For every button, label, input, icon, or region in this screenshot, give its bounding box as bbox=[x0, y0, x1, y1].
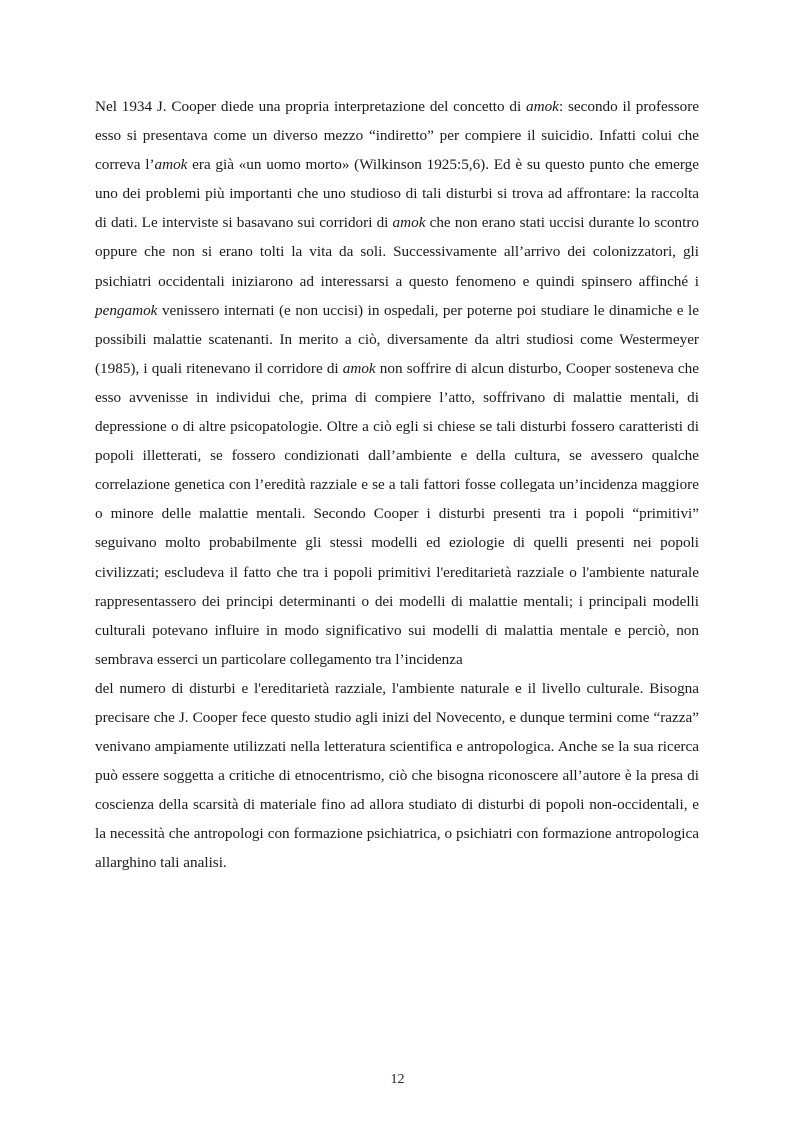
paragraph-text-segment: venissero internati (e non uccisi) in ospedali, per poterne poi studiare le dinamiche e le possibili malattie scatenanti. In merito a ciò, diversamente da altri studiosi come Westermeyer (1985), i quali ritenevano il corridore di bbox=[95, 301, 699, 377]
paragraph-cooper-conclusion: del numero di disturbi e l'ereditarietà razziale, l'ambiente naturale e il livello culturale. Bisogna precisare che J. Cooper fece questo studio agli inizi del Novecento, e dunque termini come “razza” venivano ampiamente utilizzati nella letteratura scientifica e antropologica. Anche se la sua ricerca può essere soggetta a critiche di etnocentrismo, ciò che bisogna riconoscere all’autore è la presa di coscienza della scarsità di materiale fino ad allora studiato di disturbi di popoli non-occidentali, e la necessità che antropologi con formazione psichiatrica, o psichiatri con formazione antropologica allarghino tali analisi. bbox=[95, 679, 699, 872]
page-body bbox=[95, 92, 699, 878]
paragraph-text-segment: : secondo il professore esso si presentava come un diverso mezzo “indiretto” per compiere il suicidio. Infatti colui che correva l’ bbox=[95, 98, 700, 174]
paragraph-text-segment: non soffrire di alcun disturbo, Cooper sosteneva che esso avvenisse in individui che, prima di compiere l’atto, soffrivano di malattie mentali, di depressione o di altre psicopatologie. Oltre a ciò egli si chiese se tali disturbi fossero caratteristi di popoli illetterati, se fossero condizionati dall’ambiente e della cultura, se avessero qualche correlazione genetica con l’eredità razziale e se a tali fattori fosse collegata un’incidenza maggiore o minore delle malattie mentali. Secondo Cooper i disturbi presenti tra i popoli “primitivi” seguivano molto probabilmente gli stessi modelli ed eziologie di quelli presenti nei popoli civilizzati; escludeva il fatto che tra i popoli primitivi l'ereditarietà razziale o l'ambiente naturale rappresentassero dei principi determinanti o dei modelli di malattie mentali; i principali modelli culturali potevano influire in modo significativo sui modelli di malattia mentale e perciò, non sembrava esserci un particolare collegamento tra l’incidenza bbox=[95, 359, 699, 668]
italic-term-amok: amok bbox=[392, 214, 426, 232]
page-number: 12 bbox=[390, 1072, 405, 1087]
paragraph-text-segment: che non erano stati uccisi durante lo scontro oppure che non si erano tolti la vita da soli. Successivamente all’arrivo dei colonizzatori, gli psichiatri occidentali iniziarono ad interessarsi a questo fenomeno e quindi spinsero affinché i bbox=[95, 214, 699, 290]
paragraph-text-segment: Nel 1934 J. Cooper diede una propria interpretazione del concetto di bbox=[95, 98, 527, 115]
paragraph-amok-interpretation bbox=[95, 92, 699, 674]
paragraph-text-segment: era già «un uomo morto» (Wilkinson 1925:5,6). Ed è su questo punto che emerge uno dei problemi più importanti che uno studioso di tali disturbi si trova ad affrontare: la raccolta di dati. Le interviste si basavano sui corridori di bbox=[95, 156, 699, 232]
italic-term-amok: amok bbox=[154, 156, 188, 174]
italic-term-amok: amok bbox=[526, 98, 559, 115]
italic-term-pengamok: pengamok bbox=[95, 301, 158, 319]
italic-term-amok: amok bbox=[342, 359, 376, 377]
